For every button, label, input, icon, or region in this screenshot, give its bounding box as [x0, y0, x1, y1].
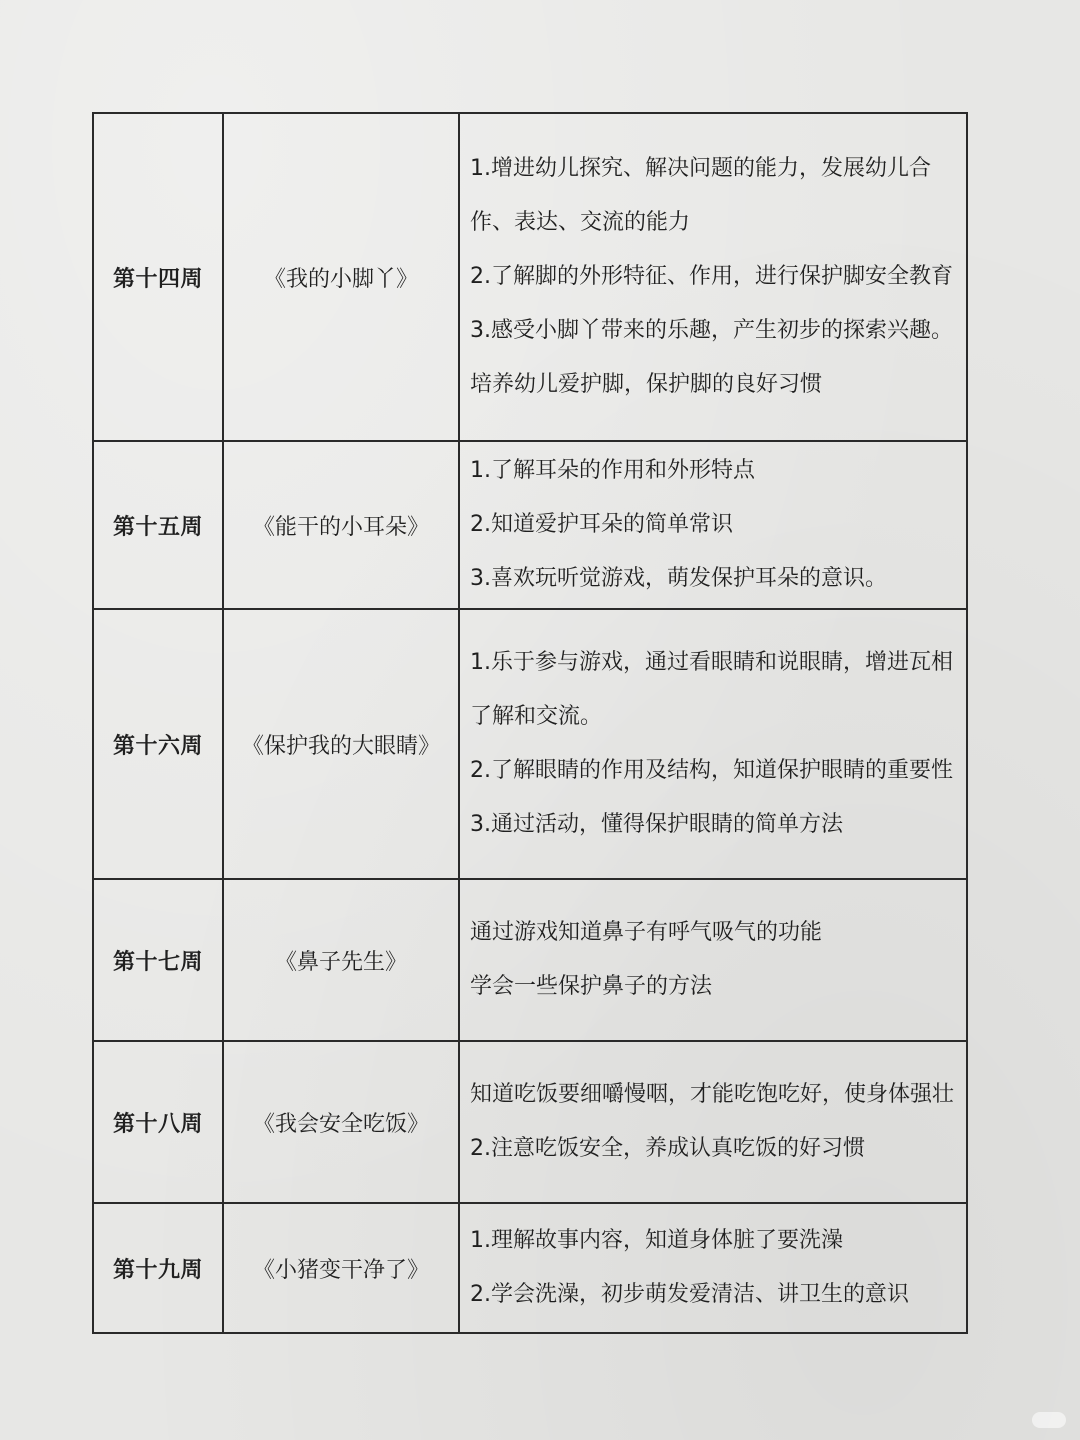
goal-item: 3.感受小脚丫带来的乐趣，产生初步的探索兴趣。培养幼儿爱护脚，保护脚的良好习惯	[470, 318, 953, 397]
week-cell: 第十九周	[93, 1203, 223, 1333]
lesson-title-cell: 《保护我的大眼睛》	[223, 609, 459, 879]
table-row	[93, 1041, 967, 1203]
week-cell: 第十六周	[93, 609, 223, 879]
table-row	[93, 113, 967, 441]
lesson-title-cell: 《我会安全吃饭》	[223, 1041, 459, 1203]
goal-item: 2.了解眼睛的作用及结构，知道保护眼睛的重要性	[470, 758, 953, 783]
goal-item: 2.知道爱护耳朵的简单常识	[470, 512, 733, 537]
lesson-title-cell: 《能干的小耳朵》	[223, 441, 459, 609]
table-row	[93, 441, 967, 609]
lesson-title-cell: 《我的小脚丫》	[223, 113, 459, 441]
table-row	[93, 1203, 967, 1333]
week-cell: 第十五周	[93, 441, 223, 609]
week-cell: 第十七周	[93, 879, 223, 1041]
goal-item: 3.喜欢玩听觉游戏，萌发保护耳朵的意识。	[470, 566, 887, 591]
lesson-title-cell: 《鼻子先生》	[223, 879, 459, 1041]
goals-cell	[459, 441, 967, 609]
goal-item: 2.注意吃饭安全，养成认真吃饭的好习惯	[470, 1136, 865, 1161]
goals-cell	[459, 1203, 967, 1333]
goals-cell	[459, 609, 967, 879]
week-cell: 第十四周	[93, 113, 223, 441]
table-row	[93, 609, 967, 879]
goals-cell	[459, 1041, 967, 1203]
goal-item: 1.理解故事内容，知道身体脏了要洗澡	[470, 1228, 843, 1253]
goal-item: 通过游戏知道鼻子有呼气吸气的功能	[470, 920, 823, 945]
goals-cell	[459, 113, 967, 441]
goal-item: 知道吃饭要细嚼慢咽，才能吃饱吃好，使身体强壮	[470, 1082, 955, 1107]
lesson-title-cell: 《小猪变干净了》	[223, 1203, 459, 1333]
document-page	[92, 112, 966, 1334]
watermark-badge	[1032, 1412, 1066, 1428]
goals-cell	[459, 879, 967, 1041]
goal-item: 学会一些保护鼻子的方法	[470, 974, 713, 999]
weekly-plan-table	[92, 112, 968, 1334]
goal-item: 2.学会洗澡，初步萌发爱清洁、讲卫生的意识	[470, 1282, 909, 1307]
goal-item: 1.增进幼儿探究、解决问题的能力，发展幼儿合作、表达、交流的能力	[470, 156, 931, 235]
goal-item: 3.通过活动，懂得保护眼睛的简单方法	[470, 812, 843, 837]
table-row	[93, 879, 967, 1041]
week-cell: 第十八周	[93, 1041, 223, 1203]
goal-item: 2.了解脚的外形特征、作用，进行保护脚安全教育	[470, 264, 953, 289]
goal-item: 1.乐于参与游戏，通过看眼睛和说眼睛，增进瓦相了解和交流。	[470, 650, 953, 729]
goal-item: 1.了解耳朵的作用和外形特点	[470, 458, 755, 483]
